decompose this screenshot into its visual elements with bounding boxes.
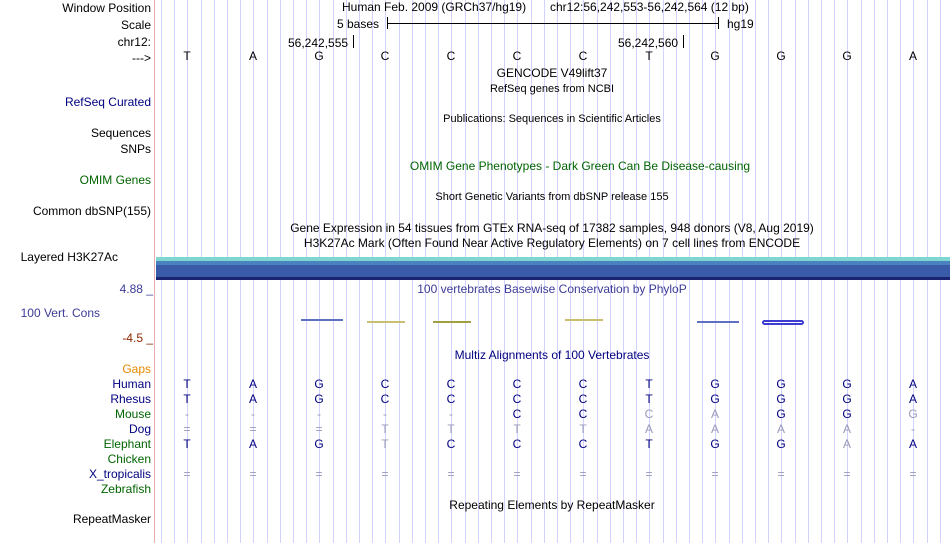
alignment-base: G (776, 377, 786, 391)
species-label[interactable]: Chicken (107, 452, 151, 466)
alignment-base: C (380, 392, 390, 406)
species-label[interactable]: X_tropicalis (88, 467, 151, 481)
alignment-base: G (776, 407, 786, 421)
alignment-base: - (185, 407, 189, 421)
layered-h3k27ac-label[interactable]: Layered H3K27Ac (20, 250, 118, 264)
alignment-base: A (842, 422, 851, 436)
repeatmasker-label[interactable]: RepeatMasker (72, 512, 151, 526)
publications-track-title[interactable]: Publications: Sequences in Scientific Articles (443, 113, 661, 125)
alignment-base: G (842, 377, 852, 391)
alignment-base: A (248, 437, 257, 451)
base-letter: C (380, 49, 390, 63)
alignment-base: A (908, 377, 917, 391)
coord-tick-2: 56,242,560 (618, 36, 679, 50)
alignment-base: - (251, 407, 255, 421)
alignment-base: A (842, 437, 851, 451)
alignment-base: T (447, 422, 455, 436)
scale-bar-text: 5 bases (337, 17, 380, 31)
omim-track-title[interactable]: OMIM Gene Phenotypes - Dark Green Can Be Disease-causing (409, 159, 751, 173)
scale-bar-right-tick (718, 17, 719, 29)
base-letter: A (908, 49, 917, 63)
alignment-base: = (447, 467, 455, 481)
base-letter: A (248, 49, 257, 63)
alignment-base: T (579, 422, 587, 436)
base-letter: G (710, 49, 720, 63)
alignment-base: = (777, 467, 785, 481)
gtex-track-title[interactable]: Gene Expression in 54 tissues from GTEx RNA-seq of 17382 samples, 948 donors (V8, Aug 2019) (290, 221, 814, 235)
alignment-base: = (513, 467, 521, 481)
alignment-base: C (446, 392, 456, 406)
alignment-base: C (578, 407, 588, 421)
base-letter: G (776, 49, 786, 63)
alignment-base: G (908, 407, 918, 421)
alignment-base: C (446, 377, 456, 391)
gaps-label[interactable]: Gaps (122, 362, 151, 376)
phylop-segment (301, 319, 343, 321)
alignment-base: - (449, 407, 453, 421)
multiz-track-title[interactable]: Multiz Alignments of 100 Vertebrates (454, 348, 650, 362)
coord-tick-1: 56,242,555 (288, 36, 349, 50)
alignment-base: G (776, 392, 786, 406)
phylop-segment (697, 321, 739, 323)
alignment-base: C (512, 392, 522, 406)
alignment-base: T (513, 422, 521, 436)
alignment-base: = (711, 467, 719, 481)
omim-genes-label[interactable]: OMIM Genes (79, 173, 151, 187)
base-letter: T (645, 49, 653, 63)
alignment-base: A (248, 377, 257, 391)
alignment-base: = (579, 467, 587, 481)
alignment-base: = (381, 467, 389, 481)
alignment-base: T (381, 437, 389, 451)
window-position-label: Window Position (62, 1, 151, 15)
base-letter: G (314, 49, 324, 63)
alignment-base: = (909, 467, 917, 481)
sequences-label[interactable]: Sequences (90, 126, 151, 140)
alignment-base: C (512, 377, 522, 391)
alignment-base: C (578, 437, 588, 451)
alignment-base: = (183, 422, 191, 436)
alignment-base: = (645, 467, 653, 481)
alignment-base: C (578, 392, 588, 406)
refseq-curated-label[interactable]: RefSeq Curated (64, 95, 151, 109)
track-label-column (0, 0, 155, 543)
coord-tick-mark-1 (353, 35, 354, 48)
h3k27ac-band-bottom[interactable] (156, 277, 950, 280)
alignment-base: G (710, 437, 720, 451)
species-label[interactable]: Rhesus (110, 392, 151, 406)
phylop-max-label: 4.88 _ (119, 282, 153, 296)
alignment-base: G (776, 437, 786, 451)
repeatmasker-track-title[interactable]: Repeating Elements by RepeatMasker (449, 498, 655, 512)
phylop-segment-peak (762, 320, 804, 325)
alignment-base: A (248, 392, 257, 406)
alignment-base: - (911, 422, 915, 436)
strand-arrow-label[interactable]: ---> (132, 51, 151, 65)
phylop-segment (433, 321, 471, 323)
dbsnp-track-title[interactable]: Short Genetic Variants from dbSNP release 155 (435, 191, 669, 203)
assembly-title: Human Feb. 2009 (GRCh37/hg19) (342, 0, 527, 14)
alignment-base: C (512, 437, 522, 451)
label-divider (154, 0, 155, 543)
alignment-base: T (381, 422, 389, 436)
alignment-base: - (383, 407, 387, 421)
species-label[interactable]: Dog (128, 422, 151, 436)
alignment-base: = (843, 467, 851, 481)
gencode-track-title[interactable]: GENCODE V49lift37 (496, 66, 608, 80)
phylop-segment (367, 321, 405, 323)
alignment-base: = (249, 467, 257, 481)
species-label[interactable]: Elephant (103, 437, 151, 451)
alignment-base: T (183, 437, 191, 451)
track-image-area[interactable] (156, 0, 950, 543)
coord-tick-mark-2 (683, 35, 684, 48)
snps-label[interactable]: SNPs (120, 142, 151, 156)
phylop-track-title[interactable]: 100 vertebrates Basewise Conservation by PhyloP (417, 282, 687, 296)
alignment-base: = (315, 467, 323, 481)
common-dbsnp-label[interactable]: Common dbSNP(155) (32, 204, 151, 218)
position-text: chr12:56,242,553-56,242,564 (12 bp) (550, 0, 749, 14)
species-label[interactable]: Human (112, 377, 151, 391)
alignment-base: A (908, 392, 917, 406)
alignment-base: C (512, 407, 522, 421)
alignment-base: G (314, 437, 324, 451)
phylop-min-label: -4.5 _ (122, 331, 153, 345)
alignment-base: A (908, 437, 917, 451)
alignment-base: T (183, 377, 191, 391)
species-label[interactable]: Zebrafish (100, 482, 151, 496)
alignment-base: G (710, 392, 720, 406)
alignment-base: G (314, 392, 324, 406)
alignment-base: = (249, 422, 257, 436)
scale-assembly: hg19 (727, 17, 754, 31)
vert-cons-label[interactable]: 100 Vert. Cons (20, 306, 100, 320)
h3k27ac-band-main[interactable] (156, 265, 950, 277)
alignment-base: G (842, 392, 852, 406)
base-letter: G (842, 49, 852, 63)
species-label[interactable]: Mouse (114, 407, 151, 421)
alignment-base: T (183, 392, 191, 406)
base-letter: T (183, 49, 191, 63)
alignment-base: - (317, 407, 321, 421)
alignment-base: A (710, 422, 719, 436)
base-letter: C (578, 49, 588, 63)
alignment-base: A (644, 422, 653, 436)
alignment-base: G (842, 407, 852, 421)
base-letter: C (446, 49, 456, 63)
refseq-track-title[interactable]: RefSeq genes from NCBI (489, 83, 615, 95)
chr-label: chr12: (117, 35, 151, 49)
alignment-base: A (710, 407, 719, 421)
alignment-base: = (183, 467, 191, 481)
base-letter: C (512, 49, 522, 63)
alignment-base: T (645, 392, 653, 406)
alignment-base: = (315, 422, 323, 436)
alignment-base: G (314, 377, 324, 391)
alignment-base: T (645, 377, 653, 391)
phylop-segment (565, 319, 603, 321)
scale-bar-line (387, 23, 718, 24)
alignment-base: C (380, 377, 390, 391)
scale-label: Scale (120, 18, 151, 32)
alignment-base: A (776, 422, 785, 436)
alignment-base: C (644, 407, 654, 421)
alignment-base: T (645, 437, 653, 451)
alignment-base: G (710, 377, 720, 391)
h3k27ac-track-title[interactable]: H3K27Ac Mark (Often Found Near Active Regulatory Elements) on 7 cell lines from ENCODE (303, 236, 801, 250)
alignment-base: C (578, 377, 588, 391)
alignment-base: C (446, 437, 456, 451)
